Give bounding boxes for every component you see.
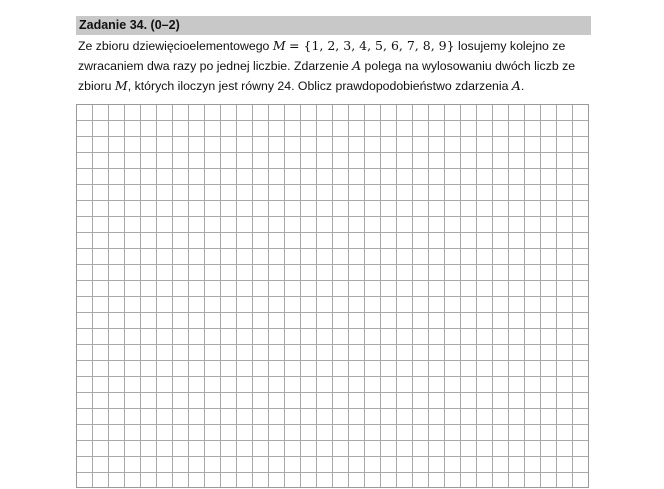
task-line-2 — [78, 56, 593, 76]
task-line-1 — [78, 36, 593, 56]
task-text-fragment: zbioru — [78, 79, 112, 93]
task-text-fragment: zwracaniem dwa razy po jednej liczbie. Zdarzenie — [78, 59, 349, 73]
task-text-fragment: losujemy kolejno ze — [457, 39, 566, 53]
event-symbol: A — [511, 78, 521, 93]
task-text-fragment: , których iloczyn jest równy 24. Oblicz prawdopodobieństwo zdarzenia — [127, 79, 509, 93]
answer-grid[interactable] — [76, 104, 589, 488]
set-symbol: M — [114, 78, 128, 93]
task-text-fragment: Ze zbioru dziewięcioelementowego — [78, 39, 270, 53]
task-statement — [78, 36, 593, 96]
task-text-fragment: . — [520, 79, 525, 93]
task-header: Zadanie 34. (0–2) — [76, 16, 591, 35]
set-symbol: M — [272, 38, 286, 53]
task-line-3 — [78, 76, 593, 96]
task-text-fragment: polega na wylosowaniu dwóch liczb ze — [364, 59, 576, 73]
event-symbol: A — [352, 58, 362, 73]
set-definition: = {1, 2, 3, 4, 5, 6, 7, 8, 9} — [289, 38, 455, 53]
